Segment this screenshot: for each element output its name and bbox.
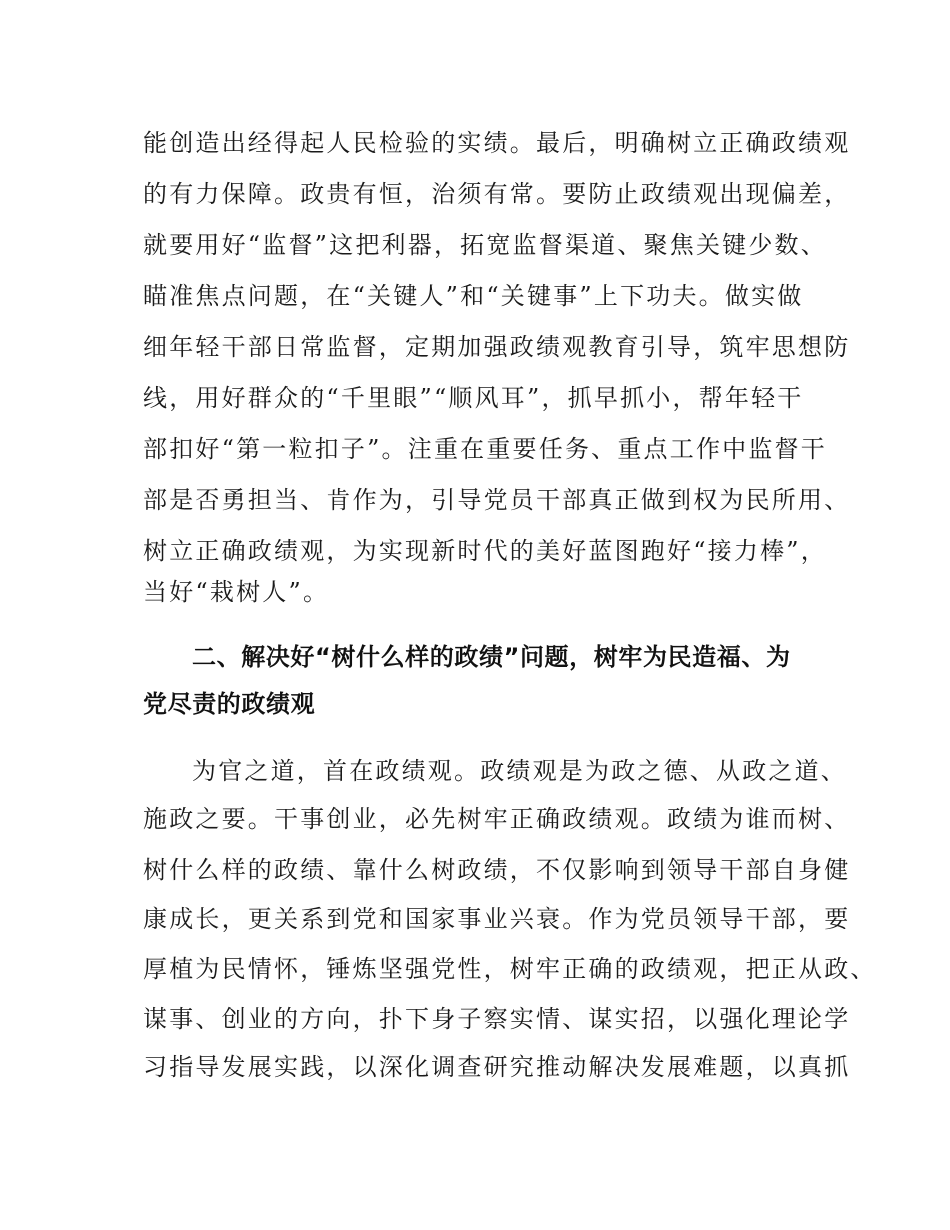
paragraph-1-line: 树立正确政绩观，为实现新时代的美好蓝图跑好“接力棒”， <box>143 537 827 565</box>
paragraph-1-line: 线，用好群众的“千里眼”“顺风耳”，抓早抓小，帮年轻干 <box>143 384 804 412</box>
paragraph-1-line: 部是否勇担当、肯作为，引导党员干部真正做到权为民所用、 <box>143 486 851 514</box>
paragraph-1-line: 的有力保障。政贵有恒，治须有常。要防止政绩观出现偏差， <box>143 180 851 208</box>
paragraph-1-line: 部扣好“第一粒扣子”。注重在重要任务、重点工作中监督干 <box>143 435 827 463</box>
paragraph-1-line: 能创造出经得起人民检验的实绩。最后，明确树立正确政绩观 <box>143 129 851 157</box>
paragraph-2-line: 树什么样的政绩、靠什么树政绩，不仅影响到领导干部自身健 <box>143 856 851 884</box>
paragraph-1-line: 当好“栽树人”。 <box>143 578 330 606</box>
paragraph-2-line: 康成长，更关系到党和国家事业兴衰。作为党员领导干部，要 <box>143 905 851 933</box>
section-heading-line: 二、解决好“树什么样的政绩”问题，树牢为民造福、为 <box>192 643 791 671</box>
paragraph-2-line: 施政之要。干事创业，必先树牢正确政绩观。政绩为谁而树、 <box>143 805 851 833</box>
section-heading-line: 党尽责的政绩观 <box>143 690 316 718</box>
paragraph-1-line: 就要用好“监督”这把利器，拓宽监督渠道、聚焦关键少数、 <box>143 231 827 259</box>
paragraph-2-line: 厚植为民情怀，锤炼坚强党性，树牢正确的政绩观，把正从政、 <box>143 955 877 983</box>
paragraph-1-line: 瞄准焦点问题，在“关键人”和“关键事”上下功夫。做实做 <box>143 282 804 310</box>
paragraph-2-line: 习指导发展实践，以深化调查研究推动解决发展难题，以真抓 <box>143 1053 851 1081</box>
paragraph-2-line: 为官之道，首在政绩观。政绩观是为政之德、从政之道、 <box>192 757 847 785</box>
paragraph-2-line: 谋事、创业的方向，扑下身子察实情、谋实招，以强化理论学 <box>143 1005 851 1033</box>
paragraph-1-line: 细年轻干部日常监督，定期加强政绩观教育引导，筑牢思想防 <box>143 333 851 361</box>
